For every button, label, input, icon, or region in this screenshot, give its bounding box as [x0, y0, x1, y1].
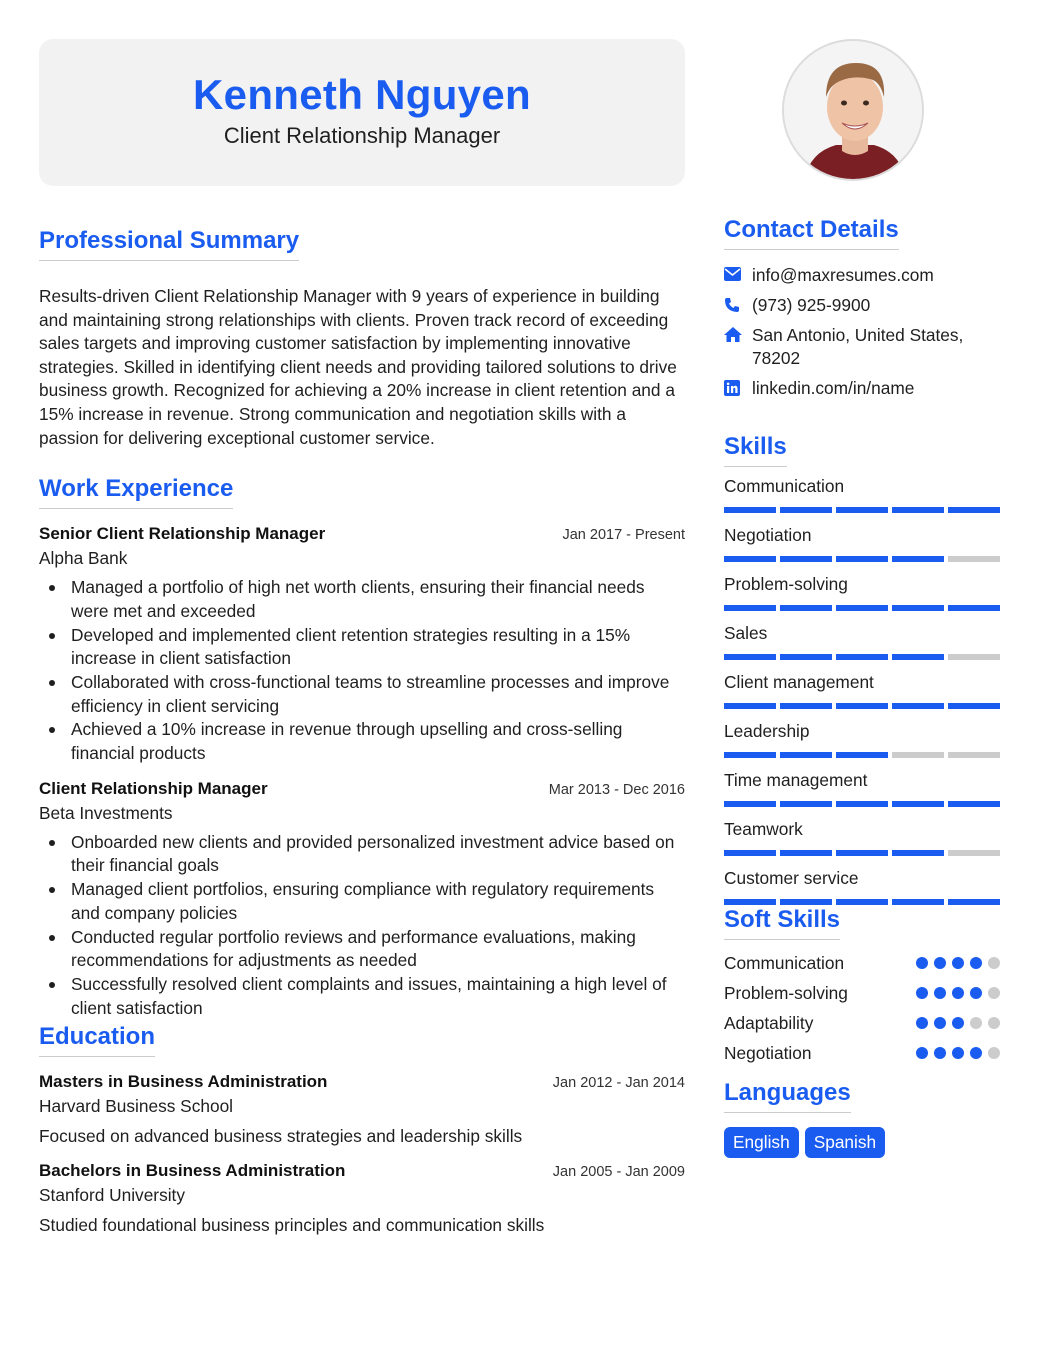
skill-level-segment — [948, 507, 1000, 513]
resume-header — [39, 39, 685, 186]
education-description: Studied foundational business principles and communication skills — [39, 1215, 545, 1236]
job-bullets — [39, 831, 685, 1021]
linkedin-text: linkedin.com/in/name — [752, 378, 915, 398]
soft-skill-label: Communication — [724, 952, 845, 973]
address-line2: 78202 — [752, 348, 801, 368]
skill-item — [724, 524, 1000, 562]
degree-title: Masters in Business Administration — [39, 1072, 328, 1092]
skill-level-segment — [948, 703, 1000, 709]
job-bullet: Successfully resolved client complaints and issues, maintaining a high level of client satisfaction — [39, 973, 685, 1020]
job-bullet: Managed client portfolios, ensuring compliance with regulatory requirements and company policies — [39, 878, 685, 925]
skill-item — [724, 769, 1000, 807]
rating-dot — [916, 987, 928, 999]
skill-level-segment — [780, 605, 832, 611]
rating-dot — [916, 957, 928, 969]
skill-label: Problem-solving — [724, 574, 848, 594]
experience-heading: Work Experience — [39, 474, 233, 509]
skill-level-segment — [948, 850, 1000, 856]
skill-label: Communication — [724, 476, 845, 496]
skill-level-segment — [948, 605, 1000, 611]
skill-level-segment — [780, 556, 832, 562]
soft-skill-item — [724, 1008, 1000, 1038]
home-icon — [724, 324, 752, 342]
education-heading: Education — [39, 1022, 155, 1057]
language-tag: English — [724, 1127, 799, 1158]
skill-level-segment — [836, 752, 888, 758]
skill-level-segment — [892, 703, 944, 709]
soft-skill-rating — [916, 957, 1000, 969]
rating-dot — [952, 1017, 964, 1029]
skill-level-segment — [724, 703, 776, 709]
skill-level-bar — [724, 801, 1000, 807]
contact-section — [724, 215, 1000, 400]
avatar-illustration — [784, 41, 924, 181]
summary-section — [39, 226, 685, 450]
rating-dot — [934, 987, 946, 999]
skill-level-segment — [892, 605, 944, 611]
skills-section — [724, 432, 1000, 905]
rating-dot — [934, 957, 946, 969]
email-text: info@maxresumes.com — [752, 265, 934, 285]
contact-phone[interactable] — [724, 294, 1000, 317]
skill-level-segment — [892, 507, 944, 513]
skill-level-segment — [724, 752, 776, 758]
skill-level-bar — [724, 507, 1000, 513]
skill-item — [724, 818, 1000, 856]
job-date: Jan 2017 - Present — [562, 527, 685, 544]
soft-skill-rating — [916, 1047, 1000, 1059]
skill-level-segment — [948, 654, 1000, 660]
skill-level-segment — [948, 752, 1000, 758]
skill-level-segment — [892, 801, 944, 807]
job-bullet: Conducted regular portfolio reviews and performance evaluations, making recommendations for adjustments as needed — [39, 926, 685, 973]
rating-dot — [970, 957, 982, 969]
skill-label: Customer service — [724, 868, 859, 888]
skill-level-segment — [892, 752, 944, 758]
job-bullets — [39, 576, 685, 766]
experience-section — [39, 474, 685, 1020]
skill-level-segment — [948, 556, 1000, 562]
address-line1: San Antonio, United States, — [752, 325, 964, 345]
skill-level-segment — [948, 801, 1000, 807]
job-entry — [39, 778, 685, 1021]
soft-skills-heading: Soft Skills — [724, 905, 840, 940]
soft-skill-item — [724, 948, 1000, 978]
job-bullet: Managed a portfolio of high net worth clients, ensuring their financial needs were met and exceeded — [39, 576, 685, 623]
job-company: Beta Investments — [39, 802, 173, 823]
job-bullet: Collaborated with cross-functional teams to streamline processes and improve efficiency in client servicing — [39, 671, 685, 718]
main-column — [39, 39, 685, 1237]
rating-dot — [970, 1017, 982, 1029]
contact-email[interactable] — [724, 264, 1000, 287]
education-section — [39, 1022, 685, 1237]
rating-dot — [934, 1047, 946, 1059]
contact-linkedin[interactable] — [724, 377, 1000, 400]
job-bullet: Achieved a 10% increase in revenue through upselling and cross-selling financial products — [39, 718, 685, 765]
skill-level-segment — [892, 556, 944, 562]
skill-level-segment — [836, 605, 888, 611]
skill-item — [724, 720, 1000, 758]
job-date: Mar 2013 - Dec 2016 — [548, 781, 685, 798]
sidebar-column — [724, 39, 1000, 1158]
skill-label: Teamwork — [724, 819, 803, 839]
soft-skills-section — [724, 905, 1000, 1068]
skill-level-segment — [892, 899, 944, 905]
skill-level-segment — [836, 703, 888, 709]
skill-level-segment — [836, 556, 888, 562]
skills-list — [724, 475, 1000, 905]
soft-skills-list — [724, 948, 1000, 1068]
education-entry — [39, 1071, 685, 1148]
skill-level-segment — [724, 850, 776, 856]
job-bullet: Developed and implemented client retention strategies resulting in a 15% increase in client satisfaction — [39, 624, 685, 671]
languages-section — [724, 1078, 1000, 1158]
skill-level-segment — [836, 507, 888, 513]
job-title: Senior Client Relationship Manager — [39, 524, 326, 544]
skill-level-segment — [780, 703, 832, 709]
skill-label: Sales — [724, 623, 768, 643]
soft-skill-label: Problem-solving — [724, 982, 848, 1003]
skills-heading: Skills — [724, 432, 787, 467]
skill-level-segment — [836, 654, 888, 660]
rating-dot — [988, 987, 1000, 999]
skill-item — [724, 671, 1000, 709]
rating-dot — [916, 1047, 928, 1059]
skill-label: Negotiation — [724, 525, 812, 545]
skill-level-segment — [836, 801, 888, 807]
skill-label: Client management — [724, 672, 874, 692]
skill-item — [724, 573, 1000, 611]
envelope-icon — [724, 264, 752, 281]
skill-level-segment — [780, 654, 832, 660]
job-title: Client Relationship Manager — [39, 778, 268, 798]
skill-label: Leadership — [724, 721, 810, 741]
rating-dot — [952, 987, 964, 999]
skill-item — [724, 475, 1000, 513]
school-name: Stanford University — [39, 1185, 185, 1206]
skill-level-segment — [724, 605, 776, 611]
soft-skill-item — [724, 978, 1000, 1008]
skill-label: Time management — [724, 770, 868, 790]
linkedin-icon — [724, 377, 752, 396]
soft-skill-rating — [916, 987, 1000, 999]
education-description: Focused on advanced business strategies and leadership skills — [39, 1126, 523, 1147]
summary-text: Results-driven Client Relationship Manager with 9 years of experience in building and maintaining strong relationships with clients. Proven track record of exceeding sales targets and improving customer satisfaction by implementing innovative strategies. Skilled in identifying client needs and providing tailored solutions to drive business growth. Recognized for achieving a 20% increase in client retention and a 15% increase in revenue. Strong communication and negotiation skills with a passion for delivering exceptional customer service. — [39, 286, 677, 448]
rating-dot — [934, 1017, 946, 1029]
rating-dot — [988, 1017, 1000, 1029]
languages-list — [724, 1127, 1000, 1158]
rating-dot — [952, 1047, 964, 1059]
soft-skill-label: Negotiation — [724, 1042, 812, 1063]
skill-level-segment — [780, 850, 832, 856]
degree-title: Bachelors in Business Administration — [39, 1161, 346, 1181]
job-bullet: Onboarded new clients and provided personalized investment advice based on their financial goals — [39, 831, 685, 878]
skill-level-segment — [724, 801, 776, 807]
rating-dot — [970, 1047, 982, 1059]
skill-level-segment — [724, 507, 776, 513]
soft-skill-rating — [916, 1017, 1000, 1029]
phone-text: (973) 925-9900 — [752, 295, 871, 315]
rating-dot — [952, 957, 964, 969]
rating-dot — [988, 957, 1000, 969]
candidate-title: Client Relationship Manager — [223, 123, 501, 148]
job-company: Alpha Bank — [39, 548, 128, 569]
candidate-name: Kenneth Nguyen — [193, 71, 531, 118]
rating-dot — [970, 987, 982, 999]
skill-level-segment — [780, 752, 832, 758]
skill-level-bar — [724, 605, 1000, 611]
education-date: Jan 2012 - Jan 2014 — [552, 1075, 685, 1092]
phone-icon — [724, 294, 752, 313]
skill-level-segment — [892, 654, 944, 660]
skill-level-segment — [724, 556, 776, 562]
profile-photo — [782, 39, 924, 181]
skill-level-bar — [724, 556, 1000, 562]
skill-level-bar — [724, 654, 1000, 660]
rating-dot — [916, 1017, 928, 1029]
contact-heading: Contact Details — [724, 215, 899, 250]
summary-heading: Professional Summary — [39, 226, 299, 261]
skill-item — [724, 867, 1000, 905]
skill-level-segment — [948, 899, 1000, 905]
skill-level-bar — [724, 850, 1000, 856]
contact-address — [724, 324, 1000, 370]
language-tag: Spanish — [805, 1127, 885, 1158]
skill-level-segment — [836, 899, 888, 905]
skill-level-segment — [892, 850, 944, 856]
school-name: Harvard Business School — [39, 1096, 234, 1117]
skill-level-segment — [780, 507, 832, 513]
skill-level-segment — [836, 850, 888, 856]
languages-heading: Languages — [724, 1078, 851, 1113]
skill-level-segment — [780, 801, 832, 807]
education-entry — [39, 1160, 685, 1237]
rating-dot — [988, 1047, 1000, 1059]
skill-level-bar — [724, 703, 1000, 709]
skill-level-bar — [724, 752, 1000, 758]
skill-level-segment — [724, 654, 776, 660]
job-entry — [39, 523, 685, 766]
soft-skill-item — [724, 1038, 1000, 1068]
soft-skill-label: Adaptability — [724, 1012, 814, 1033]
education-date: Jan 2005 - Jan 2009 — [552, 1164, 685, 1181]
skill-item — [724, 622, 1000, 660]
